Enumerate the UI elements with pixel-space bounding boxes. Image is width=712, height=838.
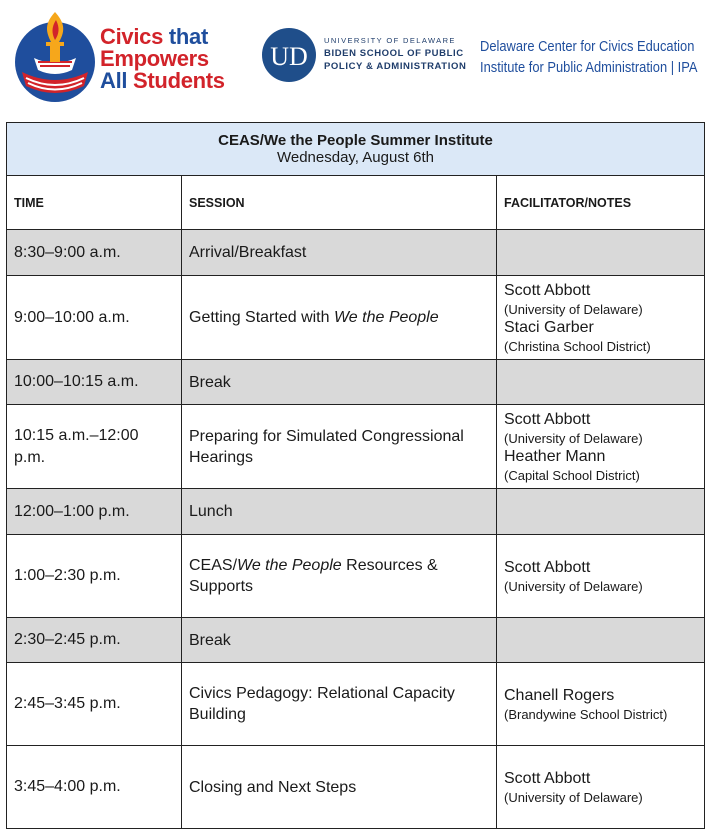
- facilitator-cell: [497, 360, 705, 405]
- table-subtitle: Wednesday, August 6th: [276, 149, 435, 166]
- ud-mark: UD: [270, 42, 308, 71]
- facilitator-cell: [497, 535, 705, 618]
- dcce-ipa-logo: Delaware Center for Civics Education Institute for Public Administration | IPA: [480, 38, 698, 76]
- time-cell: 10:15 a.m.–12:00 p.m.: [7, 405, 182, 489]
- civics-logo: [14, 8, 244, 104]
- civics-logo-text: Civics that Empowers All Students: [100, 24, 225, 93]
- table-row: [7, 489, 705, 535]
- session-cell: Arrival/Breakfast: [182, 230, 497, 276]
- time-cell: 2:30–2:45 p.m.: [7, 618, 182, 663]
- table-row: [7, 746, 705, 829]
- session-cell: Break: [182, 360, 497, 405]
- ud-biden-logo: [262, 28, 472, 84]
- facilitator-cell: [497, 276, 705, 360]
- table-row: [7, 276, 705, 360]
- facilitator-org: (Brandywine School District): [504, 706, 668, 722]
- facilitator-name: Chanell Rogers: [504, 686, 615, 704]
- facilitator-cell: [497, 489, 705, 535]
- ud-logo-text: UNIVERSITY OF DELAWARE BIDEN SCHOOL OF PUBLIC POLICY & ADMINISTRATION: [324, 36, 467, 72]
- torch-emblem-icon: [14, 8, 98, 104]
- column-header-session: SESSION: [182, 176, 497, 230]
- time-cell: 3:45–4:00 p.m.: [7, 746, 182, 829]
- ud-seal-icon: [262, 28, 316, 82]
- column-header-facilitator: FACILITATOR/NOTES: [497, 176, 705, 230]
- facilitator-org: (University of Delaware): [504, 578, 643, 594]
- table-row: [7, 535, 705, 618]
- table-row: [7, 405, 705, 489]
- facilitator-cell: [497, 230, 705, 276]
- session-cell: Lunch: [182, 489, 497, 535]
- facilitator-cell: [497, 618, 705, 663]
- table-title-row: [7, 123, 705, 176]
- table-row: [7, 618, 705, 663]
- facilitator-name: Scott Abbott: [504, 281, 591, 299]
- session-cell: Getting Started with We the People: [182, 276, 497, 360]
- table-row: [7, 663, 705, 746]
- facilitator-name: Scott Abbott: [504, 769, 591, 787]
- time-cell: 8:30–9:00 a.m.: [7, 230, 182, 276]
- session-cell: CEAS/We the People Resources & Supports: [182, 535, 497, 618]
- facilitator-cell: [497, 746, 705, 829]
- facilitator-name: Scott Abbott: [504, 558, 591, 576]
- facilitator-name: Scott Abbott: [504, 410, 591, 428]
- facilitator-cell: [497, 663, 705, 746]
- facilitator-org: (University of Delaware): [504, 430, 643, 446]
- time-cell: 9:00–10:00 a.m.: [7, 276, 182, 360]
- facilitator-cell: [497, 405, 705, 489]
- table-title-cell: [7, 123, 705, 176]
- time-cell: 12:00–1:00 p.m.: [7, 489, 182, 535]
- table-row: [7, 360, 705, 405]
- facilitator-org: (University of Delaware): [504, 301, 643, 317]
- time-cell: 2:45–3:45 p.m.: [7, 663, 182, 746]
- column-header-time: TIME: [7, 176, 182, 230]
- session-cell: Break: [182, 618, 497, 663]
- schedule-table: [6, 122, 705, 829]
- facilitator-name: Heather Mann: [504, 447, 606, 465]
- facilitator-org: (Capital School District): [504, 467, 640, 483]
- table-header-row: [7, 176, 705, 230]
- time-cell: 10:00–10:15 a.m.: [7, 360, 182, 405]
- table-row: [7, 230, 705, 276]
- page-header: [0, 0, 712, 115]
- facilitator-org: (Christina School District): [504, 338, 651, 354]
- session-cell: Preparing for Simulated Congressional Hearings: [182, 405, 497, 489]
- session-cell: Closing and Next Steps: [182, 746, 497, 829]
- facilitator-org: (University of Delaware): [504, 789, 643, 805]
- time-cell: 1:00–2:30 p.m.: [7, 535, 182, 618]
- facilitator-name: Staci Garber: [504, 318, 594, 336]
- session-cell: Civics Pedagogy: Relational Capacity Building: [182, 663, 497, 746]
- table-title: CEAS/We the People Summer Institute: [218, 132, 493, 149]
